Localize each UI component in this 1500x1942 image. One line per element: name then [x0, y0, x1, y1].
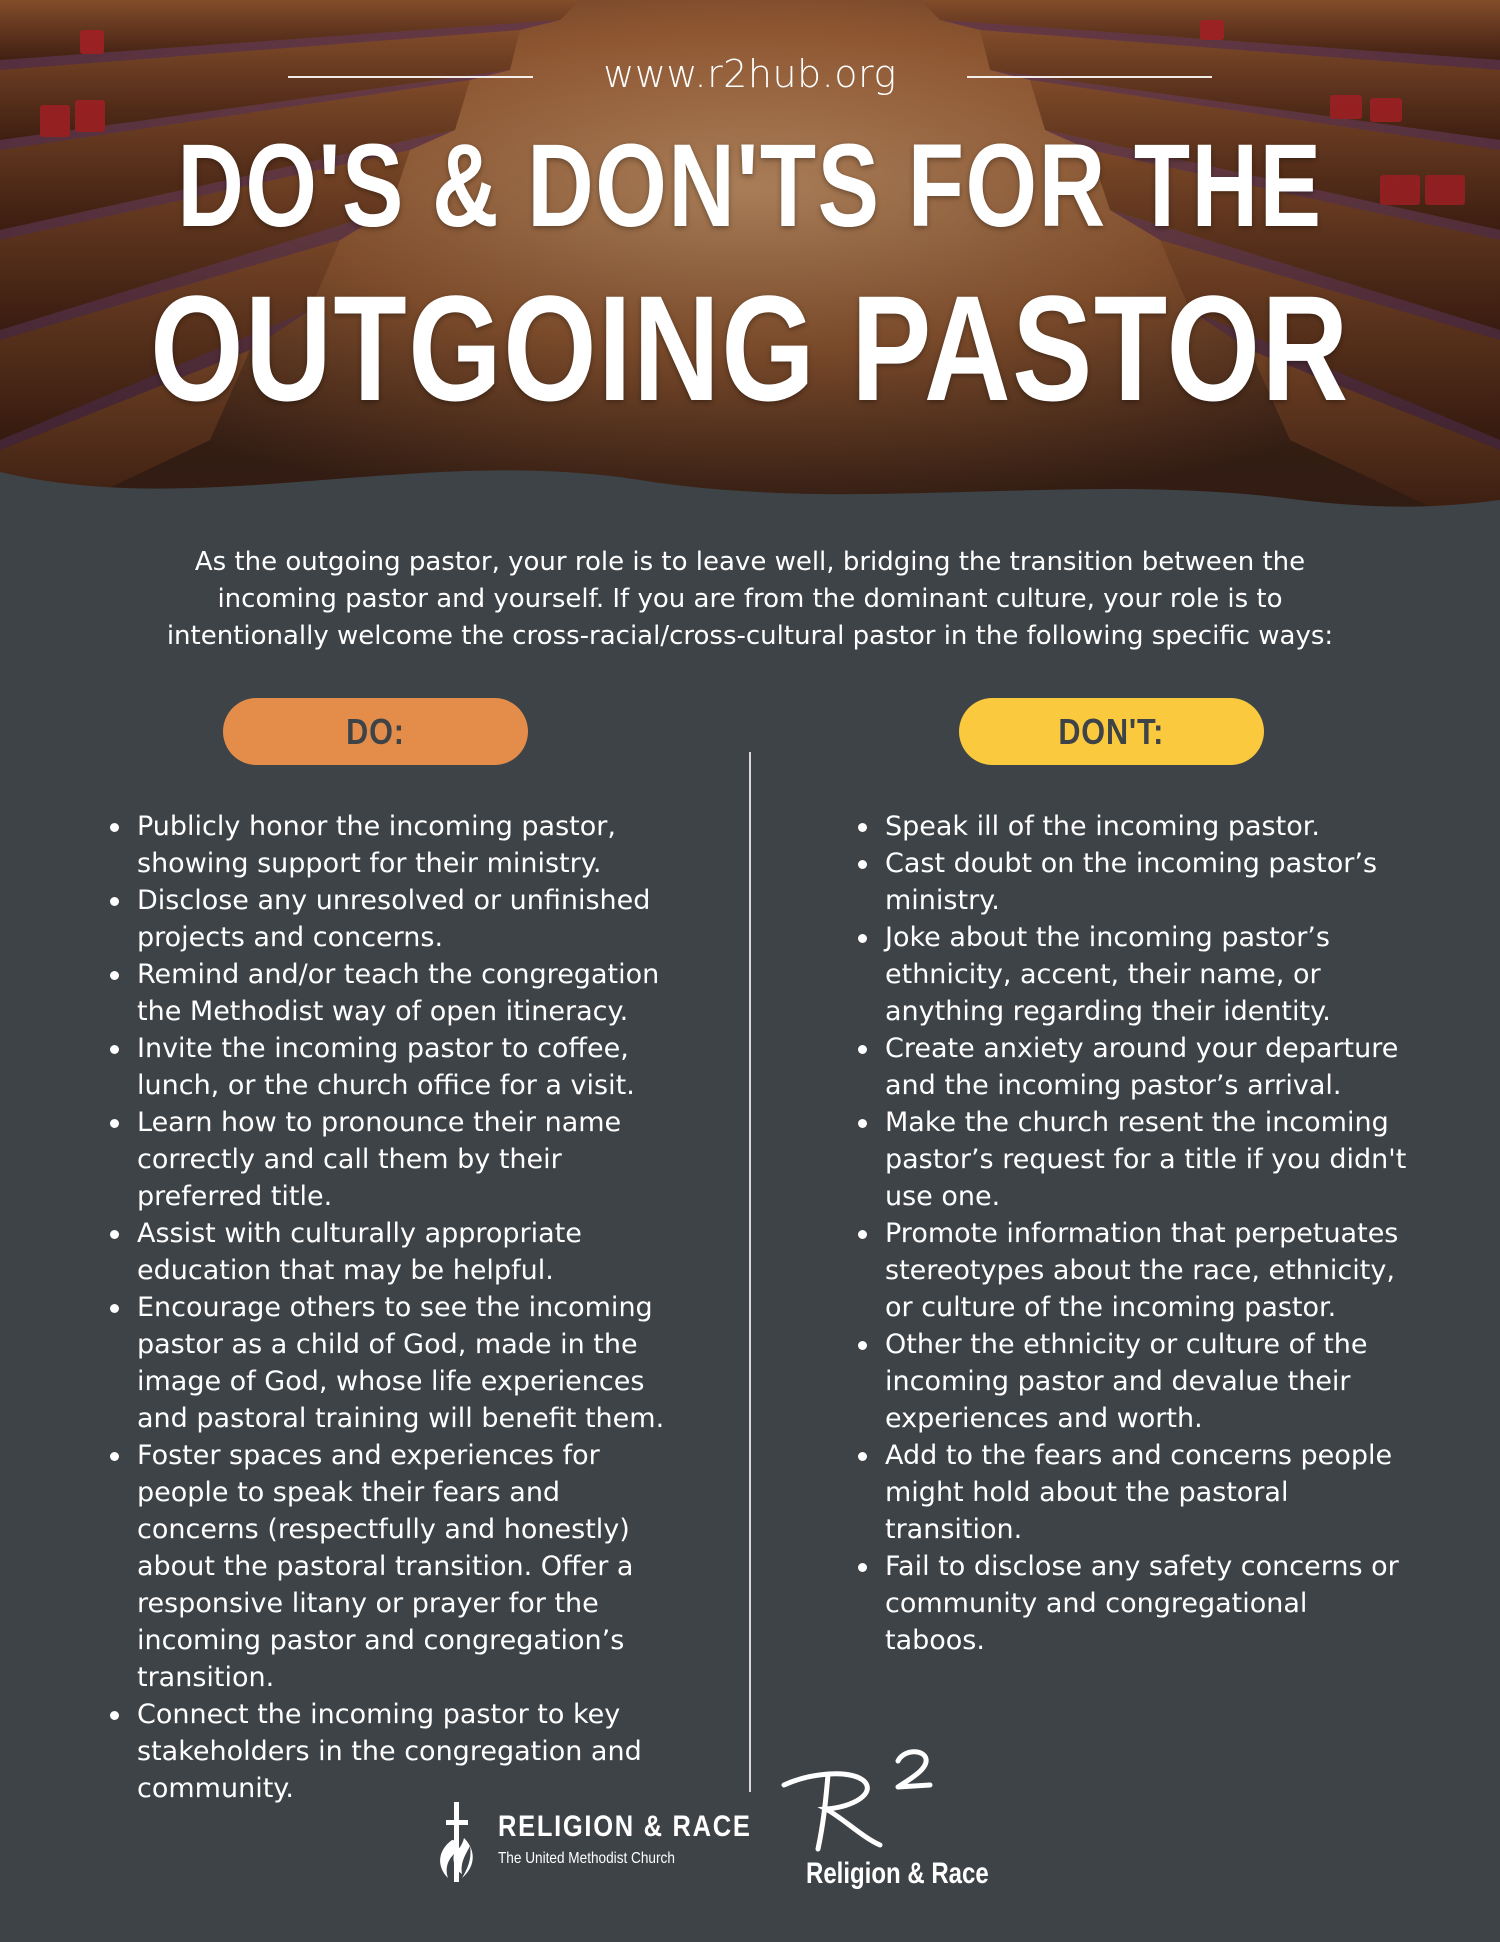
dont-list-item: Speak ill of the incoming pastor. [855, 808, 1415, 845]
dont-list-item: Other the ethnicity or culture of the incoming pastor and devalue their experiences and worth. [855, 1326, 1415, 1437]
website-url[interactable]: www.r2hub.org [603, 52, 897, 96]
dont-list-item: Fail to disclose any safety concerns or community and congregational taboos. [855, 1548, 1415, 1659]
dont-list-item: Make the church resent the incoming pastor’s request for a title if you didn't use one. [855, 1104, 1415, 1215]
do-list-item: Learn how to pronounce their name correctly and call them by their preferred title. [107, 1104, 667, 1215]
umc-religion-race-logo [432, 1800, 752, 1880]
r2-logo-name: Religion & Race [806, 1857, 989, 1890]
dont-list-item: Create anxiety around your departure and the incoming pastor’s arrival. [855, 1030, 1415, 1104]
column-divider [749, 752, 751, 1792]
do-list-item: Invite the incoming pastor to coffee, lunch, or the church office for a visit. [107, 1030, 667, 1104]
do-list-item: Disclose any unresolved or unfinished projects and concerns. [107, 882, 667, 956]
page-title-line1: DO'S & DON'TS FOR THE [177, 120, 1323, 252]
hero-banner [0, 0, 1500, 540]
dont-list-item: Cast doubt on the incoming pastor’s ministry. [855, 845, 1415, 919]
r2-logo [780, 1745, 989, 1895]
do-list-item: Remind and/or teach the congregation the Methodist way of open itineracy. [107, 956, 667, 1030]
dont-list-item: Add to the fears and concerns people might hold about the pastoral transition. [855, 1437, 1415, 1548]
do-list-item: Publicly honor the incoming pastor, showing support for their ministry. [107, 808, 667, 882]
umc-logo-name: RELIGION & RACE [498, 1810, 752, 1843]
do-list-item: Connect the incoming pastor to key stakeholders in the congregation and community. [107, 1696, 667, 1807]
do-list-item: Foster spaces and experiences for people to speak their fears and concerns (respectfully and honestly) about the pastoral transition. Offer a responsive litany or prayer for the incoming pastor and congregation’s transition. [107, 1437, 667, 1696]
do-list [107, 808, 667, 1807]
do-label: DO: [346, 710, 405, 752]
umc-logo-subtitle: The United Methodist Church [498, 1850, 675, 1867]
intro-paragraph: As the outgoing pastor, your role is to leave well, bridging the transition between the incoming pastor and yourself. If you are from the dominant culture, your role is to intentionally welcome the cross-racial/cross-cultural pastor in the following specific ways: [166, 547, 1334, 651]
page-title-line2: OUTGOING PASTOR [150, 264, 1350, 432]
dont-list-item: Promote information that perpetuates stereotypes about the race, ethnicity, or culture of the incoming pastor. [855, 1215, 1415, 1326]
dont-label-badge [959, 698, 1264, 765]
dont-list-item: Joke about the incoming pastor’s ethnicity, accent, their name, or anything regarding their identity. [855, 919, 1415, 1030]
dont-label: DON'T: [1058, 710, 1165, 752]
do-list-item: Encourage others to see the incoming pastor as a child of God, made in the image of God, whose life experiences and pastoral training will benefit them. [107, 1289, 667, 1437]
dont-list [855, 808, 1415, 1659]
do-list-item: Assist with culturally appropriate education that may be helpful. [107, 1215, 667, 1289]
do-label-badge [223, 698, 528, 765]
r2-script-mark [780, 1745, 970, 1855]
cross-and-flame-icon [432, 1800, 482, 1884]
